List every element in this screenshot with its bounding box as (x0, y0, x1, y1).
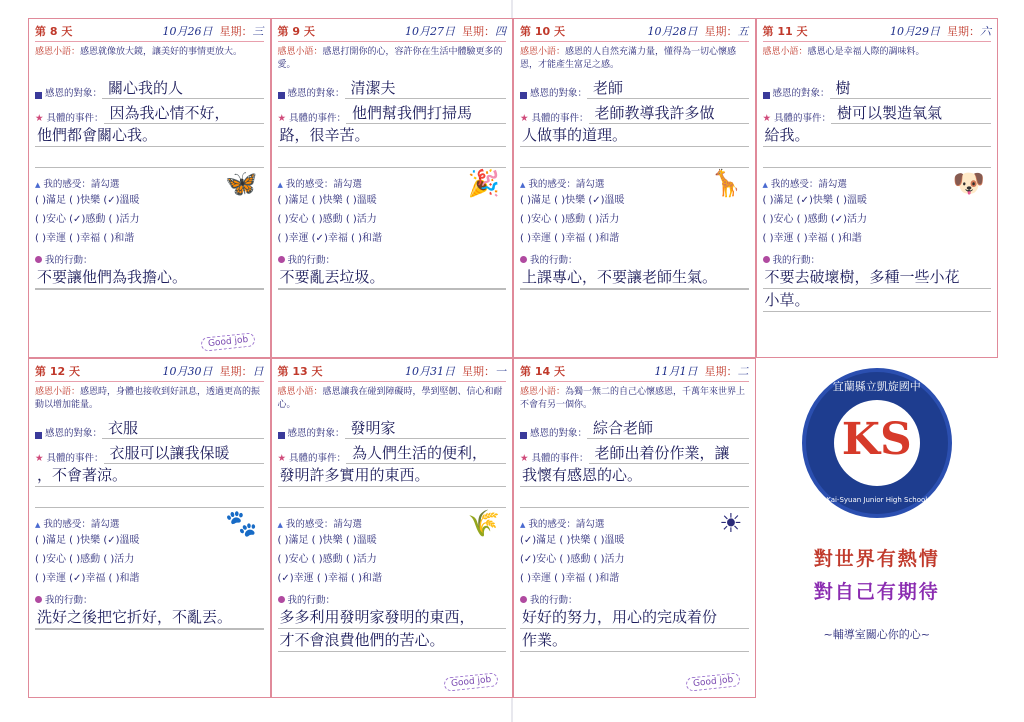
target-value: 清潔夫 (345, 78, 506, 99)
date: 10月28日 (647, 25, 698, 38)
gratitude-motto (520, 46, 749, 74)
event-line-1: 樹可以製造氧氣 (831, 103, 991, 124)
card-header (763, 23, 992, 42)
school-panel (756, 358, 999, 698)
action-line-2 (35, 289, 264, 290)
logo-ring-text: 宜蘭縣立凱旋國中 (832, 380, 921, 393)
motto-label: 感恩小語： (520, 47, 566, 57)
date: 10月30日 (162, 365, 213, 378)
weekday: 日 (252, 365, 264, 378)
event-row (763, 103, 992, 124)
decoration-icon: 🐾 (225, 509, 258, 539)
dot-icon (278, 596, 285, 603)
dot-icon (763, 256, 770, 263)
target-row (278, 418, 507, 439)
event-line-1: 老師出着份作業，讓 (589, 443, 749, 464)
feeling-label (520, 516, 749, 530)
feeling-row-1[interactable]: ( )滿足 (✓)快樂 ( )溫暖 (762, 195, 868, 206)
logo-ring-text-en: Kai-Syuan Junior High School (826, 496, 928, 504)
day-number: 第 13 天 (277, 365, 323, 378)
action-line-1: 多多利用發明家發明的東西， (278, 606, 507, 629)
event-line-2: ，不會著涼。 (35, 464, 264, 487)
feeling-options (35, 531, 264, 588)
star-icon: ★ (277, 453, 287, 464)
action-line-2: 作業。 (520, 629, 749, 652)
target-value: 衣服 (102, 418, 263, 439)
event-label: 具體的事件： (774, 113, 832, 124)
event-label: 具體的事件： (531, 113, 589, 124)
blank-line (278, 489, 507, 508)
blank-line (35, 149, 264, 168)
decoration-icon: 🎉 (467, 169, 500, 199)
feeling-label-text: ▲ 我的感受：請勾選 (763, 179, 847, 190)
day-number: 第 9 天 (277, 25, 315, 38)
blank-line (520, 489, 749, 508)
weekday: 三 (252, 25, 264, 38)
action-line-1: 上課專心，不要讓老師生氣。 (520, 266, 749, 289)
motto-label: 感恩小語： (277, 387, 323, 397)
feeling-row-2[interactable]: ( )安心 ( )感動 ( )活力 (277, 554, 377, 565)
target-label: 感恩的對象： (45, 88, 103, 99)
action-line-1: 洗好之後把它折好，不亂丟。 (35, 606, 264, 629)
slogan-1: 對世界有熱情 (813, 548, 940, 570)
school-logo (802, 368, 952, 518)
dot-icon (35, 256, 42, 263)
star-icon: ★ (520, 453, 529, 464)
day-card (28, 18, 271, 358)
day-number: 第 12 天 (35, 365, 80, 378)
motto-text: 感恩讓我在碰到障礙時，學到堅韌、信心和耐心。 (277, 387, 503, 410)
action-label (35, 592, 264, 606)
action-label (520, 252, 749, 266)
day-number: 第 11 天 (762, 25, 808, 38)
event-row (35, 443, 264, 464)
motto-text: 感恩就像放大鏡，讓美好的事情更放大。 (80, 47, 243, 57)
feeling-row-3[interactable]: ( )幸運 ( )幸福 ( )和諧 (762, 233, 862, 244)
target-row (35, 78, 264, 99)
decoration-icon: 🦋 (225, 169, 258, 199)
decoration-icon: 🐶 (952, 169, 985, 199)
event-line-2: 他們都會關心我。 (35, 124, 264, 147)
feeling-row-1[interactable]: ( )滿足 ( )快樂 ( )溫暖 (277, 535, 377, 546)
motto-label: 感恩小語： (35, 47, 81, 57)
weekday: 四 (495, 25, 506, 38)
star-icon: ★ (520, 113, 529, 124)
target-row (763, 78, 992, 99)
blank-line (278, 149, 507, 168)
weekday: 五 (737, 25, 749, 38)
decoration-icon: ☀ (719, 509, 743, 539)
dot-icon (35, 596, 42, 603)
day-card (271, 18, 514, 358)
target-value: 發明家 (345, 418, 506, 439)
square-icon (35, 92, 42, 99)
action-line-2 (278, 289, 507, 290)
day-card (28, 358, 271, 698)
event-row (35, 103, 264, 124)
weekday-label: 星期： (462, 25, 495, 38)
feeling-options (278, 531, 507, 588)
target-value: 老師 (587, 78, 748, 99)
action-label-text: 我的行動： (530, 255, 578, 266)
feeling-options (520, 191, 749, 248)
event-line-1: 為人們生活的便利， (346, 443, 506, 464)
good-job-stamp: Good job (443, 672, 498, 692)
day-number: 第 10 天 (520, 25, 565, 38)
day-number: 第 14 天 (520, 365, 565, 378)
action-line-1: 不要讓他們為我擔心。 (35, 266, 264, 289)
action-label-text: 我的行動： (530, 595, 578, 606)
gratitude-motto (35, 386, 264, 414)
event-label: 具體的事件： (46, 453, 104, 464)
decoration-icon: 🦒 (710, 169, 743, 199)
feeling-label-text: ▲ 我的感受：請勾選 (35, 179, 119, 190)
action-label-text: 我的行動： (45, 595, 93, 606)
day-card (756, 18, 999, 358)
event-label: 具體的事件： (289, 453, 347, 464)
feeling-row-1[interactable]: (✓)滿足 ( )快樂 ( )溫暖 (520, 535, 625, 546)
gratitude-motto (763, 46, 992, 74)
date: 11月1日 (654, 365, 698, 378)
slogan-2: 對自己有期待 (813, 581, 940, 603)
action-label (520, 592, 749, 606)
action-label-text: 我的行動： (772, 255, 821, 266)
card-header (520, 363, 749, 382)
feeling-row-2[interactable]: ( )安心 ( )感動 (✓)活力 (762, 214, 868, 225)
action-line-2 (35, 629, 264, 630)
feeling-label-text: ▲ 我的感受：請勾選 (520, 179, 604, 190)
weekday-label: 星期： (219, 365, 253, 378)
target-label: 感恩的對象： (287, 88, 345, 99)
blank-line (35, 489, 264, 508)
motto-text: 感恩的人自然充滿力量，懂得為一切心懷感恩，才能產生富足之感。 (520, 47, 737, 70)
dot-icon (520, 256, 527, 263)
action-line-2: 小草。 (763, 289, 992, 312)
feeling-options (763, 191, 992, 248)
event-label: 具體的事件： (46, 113, 104, 124)
target-label: 感恩的對象： (45, 428, 103, 439)
star-icon: ★ (277, 113, 287, 124)
target-value: 綜合老師 (587, 418, 748, 439)
motto-text: 感恩心是幸福人際的調味料。 (807, 47, 925, 57)
card-header (35, 363, 264, 382)
target-label: 感恩的對象： (772, 88, 830, 99)
event-line-2: 給我。 (763, 124, 992, 147)
target-row (520, 78, 749, 99)
action-label (763, 252, 992, 266)
date: 10月29日 (890, 25, 940, 38)
day-card (513, 358, 756, 698)
action-label-text: 我的行動： (287, 595, 336, 606)
action-label (278, 592, 507, 606)
gratitude-motto (278, 46, 507, 74)
feeling-row-2[interactable]: ( )安心 ( )感動 ( )活力 (520, 214, 620, 225)
square-icon (278, 92, 285, 99)
card-header (35, 23, 264, 42)
event-label: 具體的事件： (289, 113, 347, 124)
gratitude-motto (35, 46, 264, 74)
blank-line (520, 149, 749, 168)
good-job-stamp: Good job (686, 672, 741, 692)
feeling-row-3[interactable]: ( )幸運 ( )幸福 ( )和諧 (520, 233, 620, 244)
feeling-row-1[interactable]: ( )滿足 ( )快樂 (✓)溫暖 (35, 195, 140, 206)
square-icon (520, 92, 527, 99)
dot-icon (520, 596, 527, 603)
day-card (513, 18, 756, 358)
action-line-1: 好好的努力，用心的完成着份 (520, 606, 749, 629)
motto-label: 感恩小語： (520, 387, 566, 397)
feeling-row-2[interactable]: ( )安心 (✓)感動 ( )活力 (35, 214, 140, 225)
square-icon (278, 432, 285, 439)
day-number: 第 8 天 (35, 25, 73, 38)
event-row (278, 443, 507, 464)
square-icon (35, 432, 42, 439)
feeling-row-1[interactable]: ( )滿足 ( )快樂 ( )溫暖 (277, 195, 377, 206)
target-label: 感恩的對象： (287, 428, 345, 439)
feeling-label-text: ▲ 我的感受：請勾選 (520, 519, 604, 530)
motto-label: 感恩小語： (35, 387, 81, 397)
card-header (520, 23, 749, 42)
event-line-1: 老師教導我許多做 (589, 103, 749, 124)
action-label-text: 我的行動： (287, 255, 336, 266)
date: 10月26日 (162, 25, 213, 38)
feeling-label-text: ▲ 我的感受：請勾選 (278, 179, 362, 190)
star-icon: ★ (35, 453, 44, 464)
action-label (35, 252, 264, 266)
card-header (278, 23, 507, 42)
weekday: 二 (737, 365, 749, 378)
square-icon (520, 432, 527, 439)
action-label (278, 252, 507, 266)
motto-label: 感恩小語： (277, 47, 323, 57)
motto-label: 感恩小語： (762, 47, 808, 57)
target-row (278, 78, 507, 99)
weekday: 一 (495, 365, 506, 378)
feeling-label-text: ▲ 我的感受：請勾選 (35, 519, 119, 530)
star-icon: ★ (762, 113, 772, 124)
action-line-1: 不要去破壞樹，多種一些小花 (763, 266, 992, 289)
school-block (756, 368, 999, 642)
target-value: 關心我的人 (102, 78, 263, 99)
weekday-label: 星期： (704, 365, 738, 378)
event-line-1: 因為我心情不好， (104, 103, 264, 124)
weekday-label: 星期： (947, 25, 980, 38)
diary-grid (28, 18, 998, 698)
weekday: 六 (980, 25, 991, 38)
event-label: 具體的事件： (531, 453, 589, 464)
blank-line (763, 149, 992, 168)
event-line-2: 人做事的道理。 (520, 124, 749, 147)
feeling-options (278, 191, 507, 248)
feeling-row-2[interactable]: ( )安心 ( )感動 ( )活力 (277, 214, 377, 225)
good-job-stamp: Good job (201, 332, 256, 352)
feeling-row-2[interactable]: (✓)安心 ( )感動 ( )活力 (520, 554, 625, 565)
event-row (278, 103, 507, 124)
feeling-options (520, 531, 749, 588)
date: 10月31日 (405, 365, 455, 378)
event-line-2: 路，很辛苦。 (278, 124, 507, 147)
feeling-row-3[interactable]: ( )幸運 (✓)幸福 ( )和諧 (277, 233, 383, 244)
feeling-options (35, 191, 264, 248)
dot-icon (278, 256, 285, 263)
target-label: 感恩的對象： (530, 88, 588, 99)
feeling-row-3[interactable]: ( )幸運 ( )幸福 ( )和諧 (520, 573, 620, 584)
target-row (35, 418, 264, 439)
card-header (278, 363, 507, 382)
star-icon: ★ (35, 113, 44, 124)
feeling-row-3[interactable]: (✓)幸運 ( )幸福 ( )和諧 (277, 573, 383, 584)
target-value: 樹 (830, 78, 991, 99)
weekday-label: 星期： (219, 25, 253, 38)
square-icon (763, 92, 770, 99)
feeling-row-2[interactable]: ( )安心 ( )感動 ( )活力 (35, 554, 135, 565)
event-line-1: 衣服可以讓我保暖 (104, 443, 264, 464)
motto-text: 感恩時，身體也接收到好訊息，透過更高的振動以增加能量。 (35, 387, 261, 410)
motto-text: 為獨一無二的自己心懷感恩，千萬年來世界上不會有另一個你。 (520, 387, 746, 410)
day-card (271, 358, 514, 698)
feeling-row-3[interactable]: ( )幸運 (✓)幸福 ( )和諧 (35, 573, 140, 584)
event-line-2: 發明許多實用的東西。 (278, 464, 507, 487)
action-line-2 (520, 289, 749, 290)
event-row (520, 443, 749, 464)
target-label: 感恩的對象： (530, 428, 588, 439)
motto-text: 感恩打開你的心，容許你在生活中體驗更多的愛。 (277, 47, 503, 70)
logo-letters: KS (841, 414, 912, 465)
action-line-1: 不要亂丟垃圾。 (278, 266, 507, 289)
action-label-text: 我的行動： (45, 255, 93, 266)
feeling-row-1[interactable]: ( )滿足 ( )快樂 (✓)溫暖 (35, 535, 140, 546)
gratitude-motto (278, 386, 507, 414)
signoff: ~輔導室關心你的心~ (823, 628, 930, 641)
weekday-label: 星期： (704, 25, 738, 38)
feeling-label-text: ▲ 我的感受：請勾選 (278, 519, 362, 530)
event-row (520, 103, 749, 124)
action-line-2: 才不會浪費他們的苦心。 (278, 629, 507, 652)
target-row (520, 418, 749, 439)
gratitude-motto (520, 386, 749, 414)
decoration-icon: 🌾 (467, 509, 500, 539)
event-line-1: 他們幫我們打掃馬 (346, 103, 506, 124)
feeling-row-3[interactable]: ( )幸運 ( )幸福 ( )和諧 (35, 233, 135, 244)
date: 10月27日 (405, 25, 455, 38)
event-line-2: 我懷有感恩的心。 (520, 464, 749, 487)
weekday-label: 星期： (462, 365, 495, 378)
feeling-row-1[interactable]: ( )滿足 ( )快樂 (✓)溫暖 (520, 195, 625, 206)
